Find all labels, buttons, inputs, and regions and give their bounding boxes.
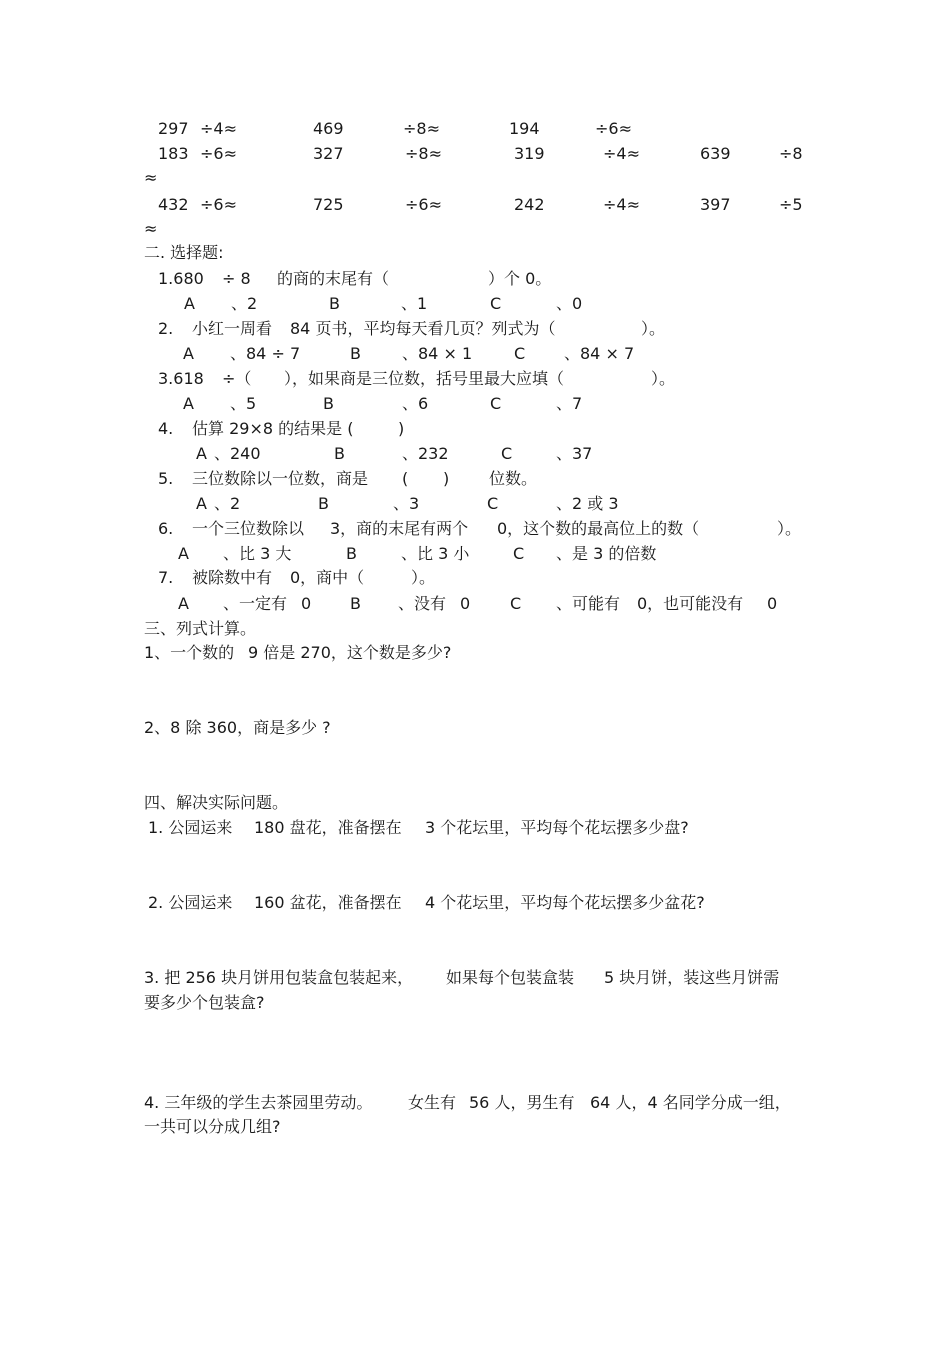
question-text: 如果每个包装盒装 xyxy=(446,968,575,987)
question-stem: 一个三位数除以 xyxy=(192,519,305,538)
question-stem: 被除数中有 xyxy=(192,568,273,587)
estimate-number: 327 xyxy=(313,144,344,163)
option-letter: C xyxy=(514,344,526,363)
option-text: 0 xyxy=(301,594,312,613)
question-text: 180 盘花，准备摆在 xyxy=(254,818,402,837)
option-text: 、0 xyxy=(556,294,583,313)
question-stem: ），如果商是三位数，括号里最大应填（ xyxy=(284,369,565,388)
estimate-number: 469 xyxy=(313,119,344,138)
option-text: 、84 × 1 xyxy=(402,344,473,363)
option-text: 、比 3 大 xyxy=(223,544,292,563)
estimate-number: 397 xyxy=(700,195,731,214)
question-text: 2、8 除 360，商是多少 ? xyxy=(144,718,331,737)
question-stem: 0，这个数的最高位上的数（ xyxy=(497,519,700,538)
option-letter: B xyxy=(318,494,329,513)
option-text: 、没有 xyxy=(398,594,447,613)
option-text: 0，也可能没有 xyxy=(637,594,744,613)
question-stem: 4. xyxy=(158,419,174,438)
estimate-operation: ÷4≈ xyxy=(603,144,640,163)
option-letter: A xyxy=(196,494,207,513)
question-text: 女生有 xyxy=(408,1093,457,1112)
question-text: 5 块月饼，装这些月饼需 xyxy=(604,968,780,987)
option-letter: B xyxy=(323,394,334,413)
option-text: 、240 xyxy=(214,444,261,463)
question-stem: 小红一周看 xyxy=(192,319,273,338)
question-stem: ）。 xyxy=(777,519,802,538)
option-text: 、37 xyxy=(556,444,593,463)
option-text: 0 xyxy=(767,594,778,613)
option-text: 、可能有 xyxy=(556,594,621,613)
question-stem: ）个 0。 xyxy=(488,269,552,288)
question-stem: 84 页书，平均每天看几页？列式为（ xyxy=(290,319,556,338)
option-text: 、6 xyxy=(402,394,429,413)
option-text: 、一定有 xyxy=(223,594,288,613)
option-text: 0 xyxy=(460,594,471,613)
option-text: 、84 × 7 xyxy=(564,344,635,363)
estimate-operation: ÷4≈ xyxy=(603,195,640,214)
estimate-number: 183 xyxy=(158,144,189,163)
question-stem: 位数。 xyxy=(489,469,538,488)
option-letter: B xyxy=(350,594,361,613)
question-stem: ( xyxy=(402,469,409,488)
question-text: 一共可以分成几组? xyxy=(144,1117,281,1136)
option-text: 、84 ÷ 7 xyxy=(230,344,301,363)
question-stem: ) xyxy=(443,469,450,488)
estimate-wrap-symbol: ≈ xyxy=(144,219,158,238)
estimate-operation: ÷8≈ xyxy=(405,144,442,163)
estimate-number: 432 xyxy=(158,195,189,214)
option-letter: A xyxy=(178,544,189,563)
question-text: 3. 把 256 块月饼用包装盒包装起来， xyxy=(144,968,414,987)
question-text: 1. 公园运来 xyxy=(148,818,233,837)
option-text: 、2 xyxy=(231,294,258,313)
question-stem: 的商的末尾有（ xyxy=(277,269,390,288)
estimate-operation: ÷6≈ xyxy=(595,119,632,138)
section-title: 三、列式计算。 xyxy=(144,619,257,638)
question-stem: 三位数除以一位数，商是 xyxy=(192,469,369,488)
question-stem: 估算 29×8 的结果是 ( xyxy=(192,419,354,438)
question-stem: ÷ 8 xyxy=(222,269,251,288)
option-text: 、2 xyxy=(214,494,241,513)
option-letter: B xyxy=(329,294,340,313)
option-letter: B xyxy=(350,344,361,363)
option-text: 、232 xyxy=(402,444,449,463)
option-text: 、7 xyxy=(556,394,583,413)
estimate-operation: ÷6≈ xyxy=(405,195,442,214)
option-letter: C xyxy=(513,544,525,563)
estimate-number: 319 xyxy=(514,144,545,163)
option-text: 、1 xyxy=(401,294,428,313)
question-stem: 6. xyxy=(158,519,174,538)
question-text: 64 人，4 名同学分成一组， xyxy=(590,1093,791,1112)
question-text: 要多少个包装盒? xyxy=(144,993,265,1012)
estimate-operation: ÷8≈ xyxy=(403,119,440,138)
question-text: 2. 公园运来 xyxy=(148,893,233,912)
question-text: 4 个花坛里，平均每个花坛摆多少盆花? xyxy=(425,893,705,912)
question-text: 9 倍是 270，这个数是多少? xyxy=(248,643,452,662)
option-letter: A xyxy=(183,394,194,413)
option-letter: C xyxy=(487,494,499,513)
estimate-operation: ÷8 xyxy=(779,144,803,163)
estimate-operation: ÷4≈ xyxy=(200,119,237,138)
estimate-number: 725 xyxy=(313,195,344,214)
estimate-wrap-symbol: ≈ xyxy=(144,168,158,187)
section-title: 二. 选择题: xyxy=(144,243,224,262)
option-letter: C xyxy=(501,444,513,463)
question-stem: ) xyxy=(398,419,405,438)
estimate-operation: ÷6≈ xyxy=(200,195,237,214)
option-text: 、3 xyxy=(393,494,420,513)
option-letter: C xyxy=(490,294,502,313)
question-text: 1、一个数的 xyxy=(144,643,235,662)
question-stem: 1.680 xyxy=(158,269,204,288)
question-text: 4. 三年级的学生去茶园里劳动。 xyxy=(144,1093,373,1112)
option-text: 、2 或 3 xyxy=(556,494,619,513)
question-stem: ）。 xyxy=(411,568,436,587)
option-letter: B xyxy=(346,544,357,563)
section-title: 四、解决实际问题。 xyxy=(144,793,289,812)
question-stem: 5. xyxy=(158,469,174,488)
option-text: 、是 3 的倍数 xyxy=(556,544,657,563)
question-stem: 3.618 xyxy=(158,369,204,388)
question-text: 3 个花坛里，平均每个花坛摆多少盘? xyxy=(425,818,689,837)
option-letter: C xyxy=(510,594,522,613)
option-letter: C xyxy=(490,394,502,413)
option-letter: A xyxy=(183,344,194,363)
option-letter: A xyxy=(196,444,207,463)
question-stem: 3，商的末尾有两个 xyxy=(330,519,469,538)
question-stem: ÷（ xyxy=(222,369,252,388)
question-stem: ）。 xyxy=(651,369,676,388)
question-stem: 7. xyxy=(158,568,174,587)
question-text: 56 人，男生有 xyxy=(469,1093,575,1112)
option-text: 、比 3 小 xyxy=(401,544,470,563)
estimate-operation: ÷6≈ xyxy=(200,144,237,163)
option-letter: A xyxy=(178,594,189,613)
question-stem: 2. xyxy=(158,319,174,338)
estimate-number: 194 xyxy=(509,119,540,138)
estimate-number: 297 xyxy=(158,119,189,138)
estimate-number: 639 xyxy=(700,144,731,163)
question-text: 160 盆花，准备摆在 xyxy=(254,893,402,912)
option-letter: B xyxy=(334,444,345,463)
option-letter: A xyxy=(184,294,195,313)
question-stem: ）。 xyxy=(641,319,666,338)
estimate-number: 242 xyxy=(514,195,545,214)
option-text: 、5 xyxy=(230,394,257,413)
estimate-operation: ÷5 xyxy=(779,195,803,214)
question-stem: 0，商中（ xyxy=(290,568,365,587)
